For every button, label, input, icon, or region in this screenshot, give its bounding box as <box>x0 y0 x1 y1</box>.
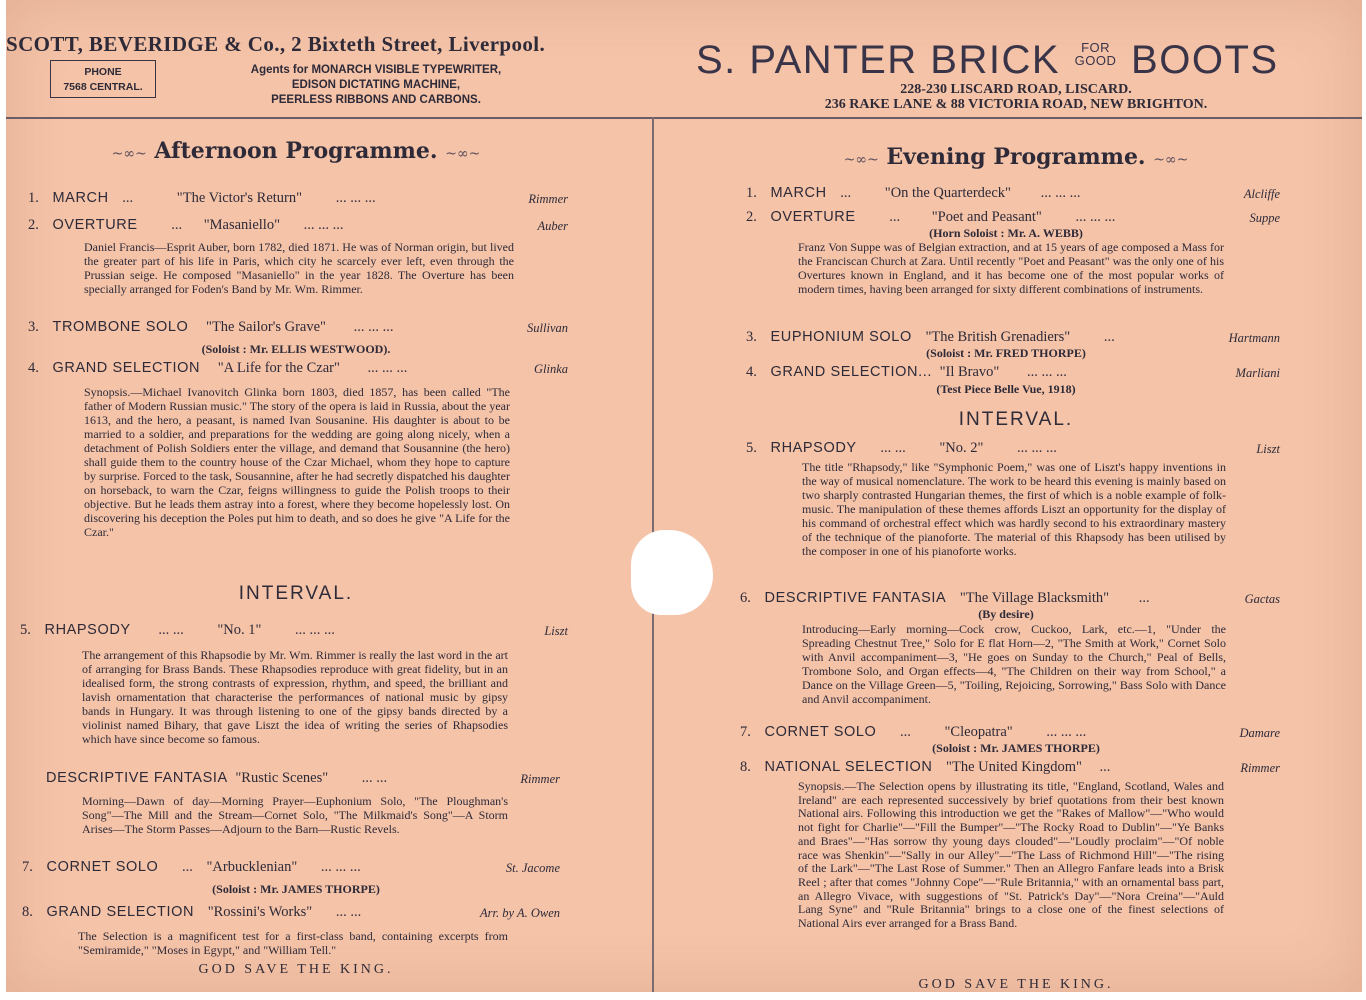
leader-dots: ... <box>840 185 852 201</box>
item-note: Daniel Francis—Esprit Auber, born 1782, died 1871. He was of Norman origin, but lived the greater part of his life in Paris, which city he scarcely ever left, even through the Prussian seige. He composed "Masaniello" in the year 1828. The Overture has been specially arranged for Foden's Band by Mr. Wm. Rimmer. <box>84 240 514 296</box>
item-title: "Rossini's Works" <box>207 904 313 920</box>
leader-dots: ... ... ... <box>1046 724 1087 740</box>
item-title: "No. 2" <box>939 440 984 456</box>
leader-dots: ... ... ... <box>320 859 361 875</box>
address-line: 236 RAKE LANE & 88 VICTORIA ROAD, NEW BRIGHTON. <box>824 97 1208 112</box>
afternoon-item <box>28 217 568 234</box>
leader-dots: ... <box>1138 590 1150 606</box>
leader-dots: ... <box>122 190 134 206</box>
leader-dots: ... ... <box>361 770 388 786</box>
item-number: 1. <box>746 185 757 201</box>
item-number: 4. <box>28 360 39 376</box>
item-category: DESCRIPTIVE FANTASIA <box>46 770 228 786</box>
item-title: "On the Quarterdeck" <box>884 185 1011 201</box>
afternoon-item <box>28 319 568 336</box>
item-number: 2. <box>746 209 757 225</box>
scott-beveridge-title: SCOTT, BEVERIDGE & Co., 2 Bixteth Street, Liverpool. <box>6 32 546 56</box>
afternoon-item <box>28 190 568 207</box>
brick-address <box>766 82 1266 112</box>
item-number: 8. <box>740 759 751 775</box>
brick-name: S. PANTER BRICK <box>696 38 1061 82</box>
agents-line: PEERLESS RIBBONS AND CARBONS. <box>271 94 481 106</box>
item-category: NATIONAL SELECTION <box>764 759 933 775</box>
item-title: "Cleopatra" <box>944 724 1013 740</box>
evening-interval: INTERVAL. <box>958 409 1074 430</box>
leader-dots: ... ... ... <box>1040 185 1081 201</box>
item-composer: Liszt <box>1256 442 1280 456</box>
item-category: CORNET SOLO <box>46 859 159 875</box>
evening-title <box>826 144 1206 170</box>
afternoon-item <box>28 360 568 377</box>
item-number: 1. <box>28 190 39 206</box>
item-composer: Rimmer <box>528 192 568 206</box>
item-title: "Il Bravo" <box>939 364 1000 380</box>
item-soloist: (Horn Soloist : Mr. A. WEBB) <box>929 226 1083 240</box>
leader-dots: ... ... ... <box>1075 209 1116 225</box>
afternoon-item <box>46 770 560 787</box>
leader-dots: ... ... <box>335 904 362 920</box>
item-composer: Alcliffe <box>1243 187 1280 201</box>
item-number: 7. <box>22 859 33 875</box>
item-soloist: (By desire) <box>978 607 1034 621</box>
leader-dots: ... ... ... <box>1017 440 1057 456</box>
evening-item <box>746 185 1280 202</box>
item-composer: Rimmer <box>1240 761 1280 775</box>
item-note: Introducing—Early morning—Cock crow, Cuckoo, Lark, etc.—1, "Under the Spreading Chestnut Tree," Solo for E flat Horn—2, "The Smith at Work," Cornet Solo with Anvil accompaniment—3, "He goes on Sunday to the Church," Peal of Bells, Trombone Solo, and Organ effects—4, "The Children on their way from School," a Dance on the Village Green—5, "Toiling, Rejoicing, Sorrowing," Bass Solo with Dance and Anvil accompaniment. <box>802 622 1226 706</box>
item-composer: Arr. by A. Owen <box>480 906 560 920</box>
evening-closing: GOD SAVE THE KING. <box>918 977 1114 992</box>
item-composer: Damare <box>1239 726 1280 740</box>
leader-dots: ... <box>900 724 911 740</box>
item-composer: St. Jacome <box>505 861 560 875</box>
item-category: OVERTURE <box>770 209 856 225</box>
leader-dots: ... ... <box>158 622 184 638</box>
item-category: MARCH <box>52 190 109 206</box>
paper-hole <box>631 530 713 615</box>
leader-dots: ... ... ... <box>353 319 394 335</box>
boots-label: BOOTS <box>1131 38 1279 82</box>
item-title: "Rustic Scenes" <box>235 770 329 786</box>
leader-dots: ... ... ... <box>367 360 408 376</box>
ornament-icon: ~∞~ <box>1153 152 1189 168</box>
phone-label: PHONE <box>84 66 122 78</box>
programme-sheet <box>6 0 1362 992</box>
item-composer: Liszt <box>544 624 568 638</box>
item-category: EUPHONIUM SOLO <box>770 329 912 345</box>
item-note: Morning—Dawn of day—Morning Prayer—Euphonium Solo, "The Ploughman's Song"—The Mill and the Stream—Cornet Solo, "The Milkmaid's Song"—A Storm Arises—The Storm Passes—Adjourn to the Barn—Rustic Revels. <box>82 794 508 836</box>
item-composer: Rimmer <box>520 772 560 786</box>
item-number: 2. <box>28 217 39 233</box>
agents-line: Agents for MONARCH VISIBLE TYPEWRITER, <box>250 64 502 76</box>
evening-item <box>746 329 1280 346</box>
item-title: "Arbucklenian" <box>206 859 298 875</box>
afternoon-closing: GOD SAVE THE KING. <box>198 962 394 977</box>
item-title: "Masaniello" <box>203 217 281 233</box>
afternoon-title <box>106 138 486 164</box>
item-title: "The Village Blacksmith" <box>959 590 1110 606</box>
evening-item <box>746 364 1280 381</box>
item-note: The title "Rhapsody," like "Symphonic Poem," was one of Liszt's happy inventions in the way of musical nomenclature. The work to be heard this evening is mainly based on two sharply contrasted Hungarian themes, the first of which is a noble example of folk-music. The manipulation of these themes affords Liszt an opportunity for the display of his command of orchestral effect which was hardly second to his extraordinary mastery of the technique of the pianoforte. The material of this Rhapsody has been utilised by the composer in one of his pianoforte works. <box>802 460 1226 558</box>
leader-dots: ... ... ... <box>303 217 344 233</box>
item-composer: Auber <box>537 219 568 233</box>
leader-dots: ... <box>1103 329 1115 345</box>
item-category: OVERTURE <box>52 217 138 233</box>
leader-dots: ... <box>171 217 183 233</box>
leader-dots: ... <box>1099 759 1111 775</box>
item-soloist: (Soloist : Mr. FRED THORPE) <box>926 346 1086 360</box>
item-composer: Suppe <box>1249 211 1280 225</box>
item-category: GRAND SELECTION <box>52 360 201 376</box>
item-note: Synopsis.—Michael Ivanovitch Glinka born 1803, died 1857, has been called "The father of Modern Russian music." The story of the opera is laid in Russia, about the year 1613, and the hero, a peasant, is named Ivan Sousanine. His daughter is about to be married to a soldier, and preparations for the wedding are going along nicely, when a detachment of Polish Soldiers enter the village, and demand that Sousannine (the hero) shall guide them to the country house of the Czar Michael, whom they hope to capture by surprise. Forced to the task, Sousannine, after he had secretly dispatched his daughter on horseback, to warn the Czar, feigns willingness to guide the Polish troops to their objective. But he leads them astray into a forest, where they become hopelessly lost. On discovering his deception the Poles put him to death, and so does he give "A Life for the Czar." <box>84 385 510 539</box>
item-category: GRAND SELECTION <box>46 904 195 920</box>
item-number: 8. <box>22 904 33 920</box>
item-number: 6. <box>740 590 751 606</box>
afternoon-title-text: Afternoon Programme. <box>154 138 438 164</box>
item-composer: Hartmann <box>1228 331 1280 345</box>
item-title: "The United Kingdom" <box>946 759 1082 775</box>
agents-text <box>166 63 586 108</box>
item-title: "The Sailor's Grave" <box>206 319 326 335</box>
item-title: "No. 1" <box>217 622 262 638</box>
item-soloist: (Soloist : Mr. ELLIS WESTWOOD). <box>201 342 391 356</box>
item-number: 5. <box>20 622 31 638</box>
for-good-label <box>1075 41 1117 67</box>
item-composer: Marliani <box>1235 366 1280 380</box>
evening-item <box>740 724 1280 741</box>
item-number: 7. <box>740 724 751 740</box>
item-note: The arrangement of this Rhapsodie by Mr. Wm. Rimmer is really the last word in the art of arranging for Brass Bands. These Rhapsodies reproduce with great fidelity, but in an idealised form, the strong contrasts of expression, rhythm, and speed, the brilliant and lavish ornamentation that characterise the performances of national music by gipsy bands in Hungary. It was through listening to one of the gipsy bands directed by a violinist named Bihary, that gave Liszt the idea of writing the series of Rhapsodies which have since become so famous. <box>82 648 508 746</box>
leader-dots: ... ... <box>880 440 906 456</box>
afternoon-item <box>22 859 560 876</box>
item-title: "The British Grenadiers" <box>925 329 1071 345</box>
item-number: 4. <box>746 364 757 380</box>
item-composer: Gactas <box>1244 592 1280 606</box>
leader-dots: ... ... ... <box>1026 364 1067 380</box>
item-title: "The Victor's Return" <box>176 190 303 206</box>
afternoon-item <box>22 904 560 921</box>
for-label: FOR <box>1081 40 1111 55</box>
item-category: TROMBONE SOLO <box>52 319 189 335</box>
leader-dots: ... ... ... <box>335 190 376 206</box>
item-soloist: (Test Piece Belle Vue, 1918) <box>936 382 1076 396</box>
item-category: RHAPSODY <box>770 440 857 456</box>
item-category: CORNET SOLO <box>764 724 877 740</box>
item-soloist: (Soloist : Mr. JAMES THORPE) <box>212 882 380 896</box>
phone-box <box>50 60 156 98</box>
leader-dots: ... <box>889 209 901 225</box>
phone-number: 7568 CENTRAL. <box>63 81 143 93</box>
address-line: 228-230 LISCARD ROAD, LISCARD. <box>900 82 1132 97</box>
agents-line: EDISON DICTATING MACHINE, <box>291 79 461 91</box>
item-category: GRAND SELECTION... <box>770 364 932 380</box>
item-number: 3. <box>28 319 39 335</box>
item-number: 3. <box>746 329 757 345</box>
item-note: The Selection is a magnificent test for a first-class band, containing excerpts from "Semiramide," "Moses in Egypt," and "William Tell." <box>78 929 508 957</box>
leader-dots: ... ... ... <box>295 622 335 638</box>
item-composer: Glinka <box>533 362 568 376</box>
item-title: "A Life for the Czar" <box>217 360 340 376</box>
evening-item <box>746 440 1280 457</box>
leader-dots: ... <box>182 859 193 875</box>
item-category: MARCH <box>770 185 827 201</box>
good-label: GOOD <box>1074 53 1117 68</box>
afternoon-item <box>20 622 568 639</box>
ornament-icon: ~∞~ <box>111 146 147 162</box>
item-number: 5. <box>746 440 757 456</box>
ornament-icon: ~∞~ <box>445 146 481 162</box>
header-divider <box>6 117 1362 119</box>
item-composer: Sullivan <box>527 321 568 335</box>
panter-brick-title <box>696 38 1336 83</box>
item-soloist: (Soloist : Mr. JAMES THORPE) <box>932 741 1100 755</box>
item-note: Synopsis.—The Selection opens by illustrating its title, "England, Scotland, Wales and Ireland" are each represented successively by brief quotations from their best known National airs. Following this introduction we get the "Rakes of Mallow"—"Who would not fight for Charlie"—"Fill the Bumper"—"The Rocky Road to Dublin"—"Ye Banks and Braes"—"Has sorrow thy young days clouded"—"Loudly proclaim"—"Of noble race was Shenkin"—"Sally in our Alley"—"The Lass of Richmond Hill"—"The rising of the Lark"—"The Last Rose of Summer." Then an Allegro Fanfare leads into a Brisk Reel ; after that comes "Johnny Cope"—"Rule Britannia," with an ornamental bass part, an Allegro Vivace, with suggestions of "St. Patrick's Day"—"Nora Creina"—"Auld Lang Syne" and "Rule Britannia" brings to a close one of the finest selections of National Airs ever arranged for a Brass Band. <box>798 779 1224 931</box>
evening-item <box>740 759 1280 776</box>
ornament-icon: ~∞~ <box>843 152 879 168</box>
evening-title-text: Evening Programme. <box>886 144 1146 170</box>
evening-item <box>746 209 1280 226</box>
item-category: DESCRIPTIVE FANTASIA <box>764 590 947 606</box>
item-category: RHAPSODY <box>44 622 131 638</box>
item-title: "Poet and Peasant" <box>931 209 1042 225</box>
item-note: Franz Von Suppe was of Belgian extraction, and at 15 years of age composed a Mass for the Franciscan Church at Zara. Until recently "Poet and Peasant" was the only one of his Overtures known in England, and it has become one of the most popular works of modern times, having been arranged for sixty different combinations of instruments. <box>798 240 1224 296</box>
afternoon-interval: INTERVAL. <box>238 583 354 604</box>
evening-item <box>740 590 1280 607</box>
